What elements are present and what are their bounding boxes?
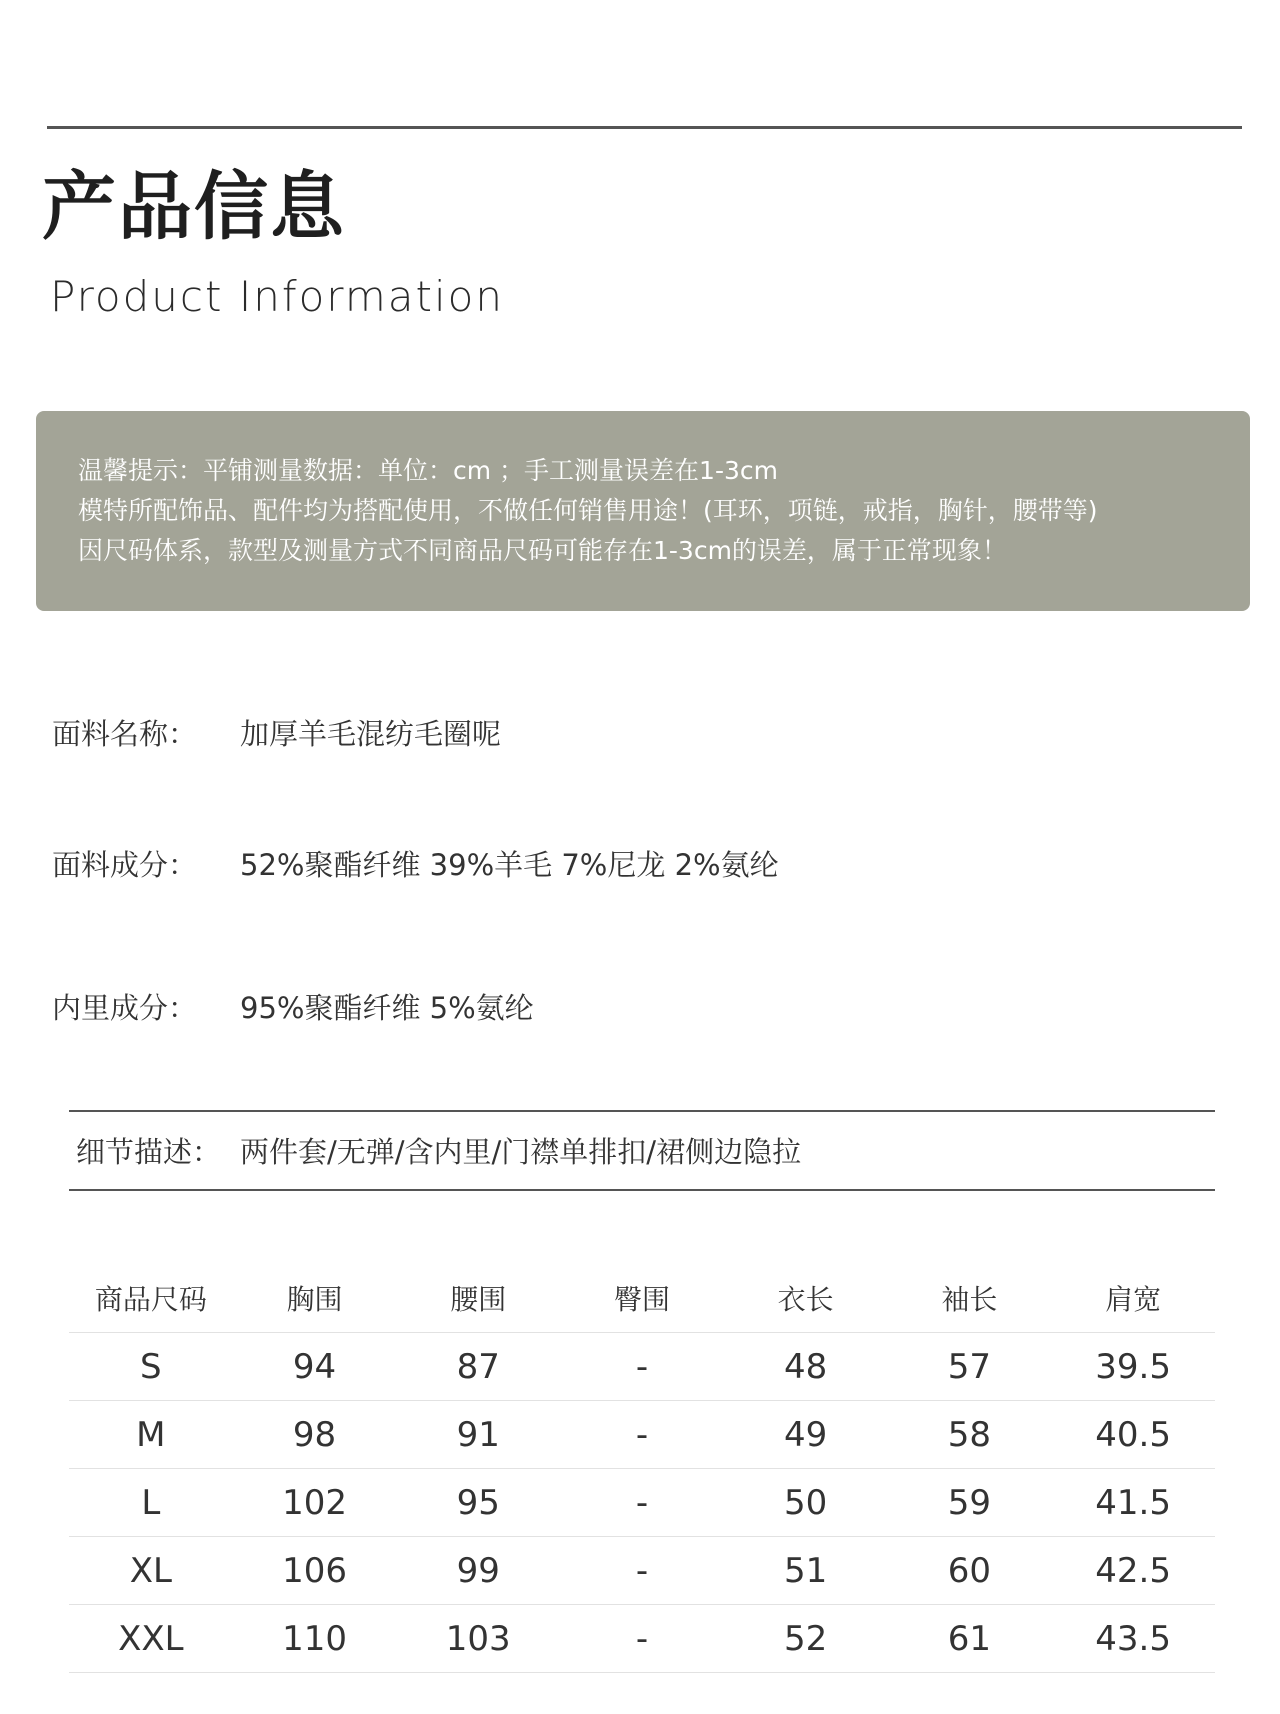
lining-composition-value: 95%聚酯纤维 5%氨纶: [240, 991, 534, 1025]
fabric-composition-row: [52, 843, 779, 884]
fabric-composition-label: 面料成分：: [52, 848, 198, 882]
sleeve-cell: 58: [888, 1401, 1052, 1469]
table-row: [69, 1401, 1215, 1469]
sleeve-cell: 61: [888, 1605, 1052, 1673]
shoulder-cell: 41.5: [1051, 1469, 1215, 1537]
shoulder-cell: 39.5: [1051, 1333, 1215, 1401]
detail-row: [76, 1130, 801, 1171]
size-cell: M: [69, 1401, 233, 1469]
sleeve-cell: 59: [888, 1469, 1052, 1537]
size-cell: XL: [69, 1537, 233, 1605]
header-waist: 腰围: [396, 1264, 560, 1333]
chest-cell: 110: [233, 1605, 397, 1673]
detail-value: 两件套/无弹/含内里/门襟单排扣/裙侧边隐拉: [240, 1135, 802, 1169]
header-length: 衣长: [724, 1264, 888, 1333]
lining-composition-label: 内里成分：: [52, 991, 198, 1025]
tip-line-accessories: 模特所配饰品、配件均为搭配使用，不做任何销售用途！(耳环，项链，戒指，胸针，腰带等): [78, 496, 1098, 525]
tip-line-measurement: 温馨提示：平铺测量数据：单位：cm ；手工测量误差在1-3cm: [78, 456, 778, 485]
tips-box: [36, 411, 1250, 611]
table-row: [69, 1605, 1215, 1673]
detail-top-divider: [69, 1110, 1215, 1112]
hip-cell: -: [560, 1537, 724, 1605]
tip-line-size-error: 因尺码体系，款型及测量方式不同商品尺码可能存在1-3cm的误差，属于正常现象！: [78, 536, 1007, 565]
size-cell: XXL: [69, 1605, 233, 1673]
waist-cell: 95: [396, 1469, 560, 1537]
shoulder-cell: 40.5: [1051, 1401, 1215, 1469]
hip-cell: -: [560, 1469, 724, 1537]
hip-cell: -: [560, 1401, 724, 1469]
page-subtitle: Product Information: [50, 272, 504, 321]
hip-cell: -: [560, 1605, 724, 1673]
size-cell: S: [69, 1333, 233, 1401]
length-cell: 49: [724, 1401, 888, 1469]
length-cell: 50: [724, 1469, 888, 1537]
header-size: 商品尺码: [69, 1264, 233, 1333]
sleeve-cell: 60: [888, 1537, 1052, 1605]
header-shoulder: 肩宽: [1051, 1264, 1215, 1333]
sleeve-cell: 57: [888, 1333, 1052, 1401]
header-sleeve: 袖长: [888, 1264, 1052, 1333]
fabric-name-value: 加厚羊毛混纺毛圈呢: [240, 717, 502, 751]
detail-label: 细节描述：: [76, 1135, 222, 1169]
page-title: 产品信息: [42, 164, 346, 250]
hip-cell: -: [560, 1333, 724, 1401]
header-chest: 胸围: [233, 1264, 397, 1333]
fabric-name-label: 面料名称：: [52, 717, 198, 751]
waist-cell: 91: [396, 1401, 560, 1469]
table-row: [69, 1333, 1215, 1401]
length-cell: 52: [724, 1605, 888, 1673]
waist-cell: 99: [396, 1537, 560, 1605]
length-cell: 51: [724, 1537, 888, 1605]
chest-cell: 94: [233, 1333, 397, 1401]
size-cell: L: [69, 1469, 233, 1537]
table-row: [69, 1469, 1215, 1537]
length-cell: 48: [724, 1333, 888, 1401]
chest-cell: 106: [233, 1537, 397, 1605]
shoulder-cell: 43.5: [1051, 1605, 1215, 1673]
size-table-header-row: [69, 1264, 1215, 1333]
fabric-name-row: [52, 712, 501, 753]
chest-cell: 102: [233, 1469, 397, 1537]
waist-cell: 87: [396, 1333, 560, 1401]
fabric-composition-value: 52%聚酯纤维 39%羊毛 7%尼龙 2%氨纶: [240, 848, 779, 882]
waist-cell: 103: [396, 1605, 560, 1673]
detail-bottom-divider: [69, 1189, 1215, 1191]
size-table: [69, 1264, 1215, 1673]
chest-cell: 98: [233, 1401, 397, 1469]
top-divider: [47, 126, 1242, 129]
shoulder-cell: 42.5: [1051, 1537, 1215, 1605]
table-row: [69, 1537, 1215, 1605]
lining-composition-row: [52, 986, 534, 1027]
header-hip: 臀围: [560, 1264, 724, 1333]
